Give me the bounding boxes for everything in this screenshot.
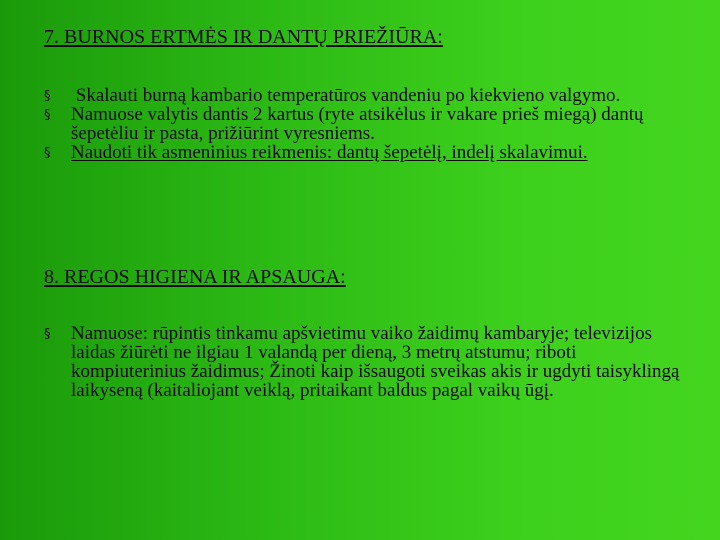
section-7-list	[44, 86, 684, 162]
list-item	[44, 86, 684, 105]
bullet-icon: §	[44, 146, 51, 161]
section-8-list	[44, 324, 684, 400]
bullet-icon: §	[44, 89, 51, 104]
list-item-text: Naudoti tik asmeninius reikmenis: dantų šepetėlį, indelį skalavimui.	[71, 142, 588, 163]
list-item-text: Skalauti burną kambario temperatūros vandeniu po kiekvieno valgymo.	[71, 85, 621, 106]
list-item-text: Namuose: rūpintis tinkamu apšvietimu vaiko žaidimų kambaryje; televizijos laidas žiūrėti ne ilgiau 1 valandą per dieną, 3 metrų atstumu; riboti kompiuterinius žaidimus; Žinoti kaip išsaugoti sveikas akis ir ugdyti taisyklingą laikyseną (kaitaliojant veiklą, pritaikant baldus pagal vaikų ūgį.	[71, 323, 680, 401]
list-item-text: Namuose valytis dantis 2 kartus (ryte atsikėlus ir vakare prieš miegą) dantų šepetėliu ir pasta, prižiūrint vyresniems.	[71, 104, 644, 144]
bullet-icon: §	[44, 327, 51, 342]
list-item	[44, 143, 684, 162]
section-7-heading: 7. BURNOS ERTMĖS IR DANTŲ PRIEŽIŪRA:	[44, 26, 443, 48]
list-item	[44, 324, 684, 400]
bullet-icon: §	[44, 108, 51, 123]
section-8-heading: 8. REGOS HIGIENA IR APSAUGA:	[44, 266, 346, 288]
list-item	[44, 105, 684, 143]
